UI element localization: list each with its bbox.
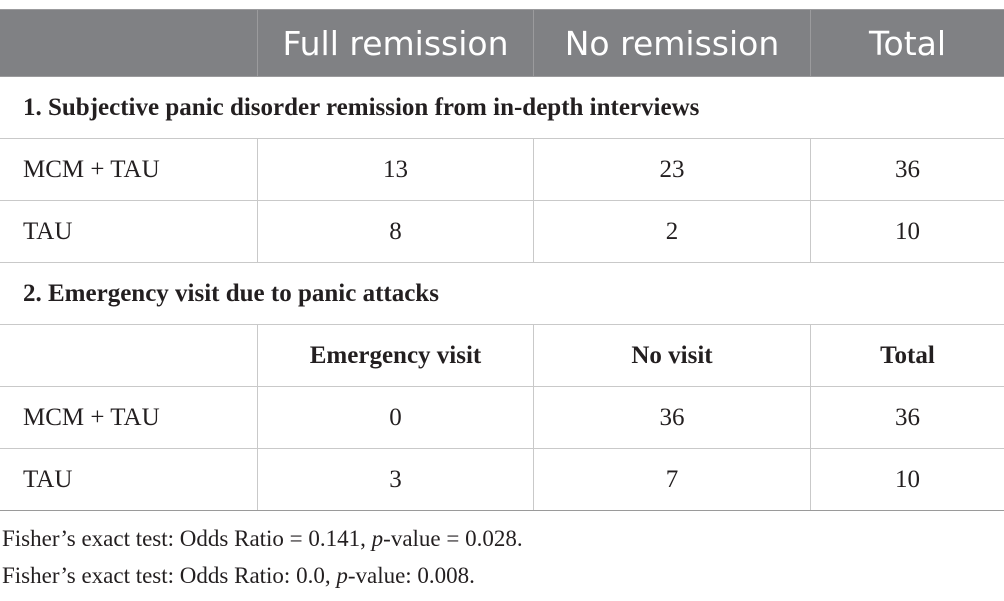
row-label: MCM + TAU xyxy=(1,387,258,449)
no-remission-value: 23 xyxy=(534,139,811,201)
subheader-empty-cell xyxy=(1,325,258,387)
no-visit-value: 36 xyxy=(534,387,811,449)
header-total: Total xyxy=(811,10,1004,77)
full-remission-value: 13 xyxy=(258,139,534,201)
footnote-2-value: -value: 0.008. xyxy=(347,563,475,588)
header-no-remission: No remission xyxy=(534,10,811,77)
full-remission-value: 8 xyxy=(258,201,534,263)
footnote-2 xyxy=(2,557,523,594)
emergency-visit-value: 0 xyxy=(258,387,534,449)
table-row xyxy=(1,139,1004,201)
section-1-title: 1. Subjective panic disorder remission from in-depth interviews xyxy=(1,77,1004,139)
header-empty-cell xyxy=(1,10,258,77)
total-value: 36 xyxy=(811,139,1004,201)
footnote-1-value: -value = 0.028. xyxy=(383,526,523,551)
footnote-2-p: p xyxy=(336,563,348,588)
no-remission-value: 2 xyxy=(534,201,811,263)
row-label: MCM + TAU xyxy=(1,139,258,201)
results-table xyxy=(0,9,1004,511)
section-2-title: 2. Emergency visit due to panic attacks xyxy=(1,263,1004,325)
footnote-1-text: Fisher’s exact test: Odds Ratio = 0.141, xyxy=(2,526,372,551)
row-label: TAU xyxy=(1,201,258,263)
total-value: 10 xyxy=(811,449,1004,511)
total-value: 10 xyxy=(811,201,1004,263)
header-full-remission: Full remission xyxy=(258,10,534,77)
table-footnotes xyxy=(2,520,523,594)
table-row xyxy=(1,387,1004,449)
subheader-emergency-visit: Emergency visit xyxy=(258,325,534,387)
section-1-row xyxy=(1,77,1004,139)
total-value: 36 xyxy=(811,387,1004,449)
footnote-1-p: p xyxy=(371,526,384,551)
footnote-2-text: Fisher’s exact test: Odds Ratio: 0.0, xyxy=(2,563,337,588)
row-label: TAU xyxy=(1,449,258,511)
table-row xyxy=(1,201,1004,263)
section-2-row xyxy=(1,263,1004,325)
header-row xyxy=(1,10,1004,77)
no-visit-value: 7 xyxy=(534,449,811,511)
section-2-subheader-row xyxy=(1,325,1004,387)
subheader-no-visit: No visit xyxy=(534,325,811,387)
emergency-visit-value: 3 xyxy=(258,449,534,511)
footnote-1 xyxy=(2,520,523,557)
subheader-total: Total xyxy=(811,325,1004,387)
table-row xyxy=(1,449,1004,511)
